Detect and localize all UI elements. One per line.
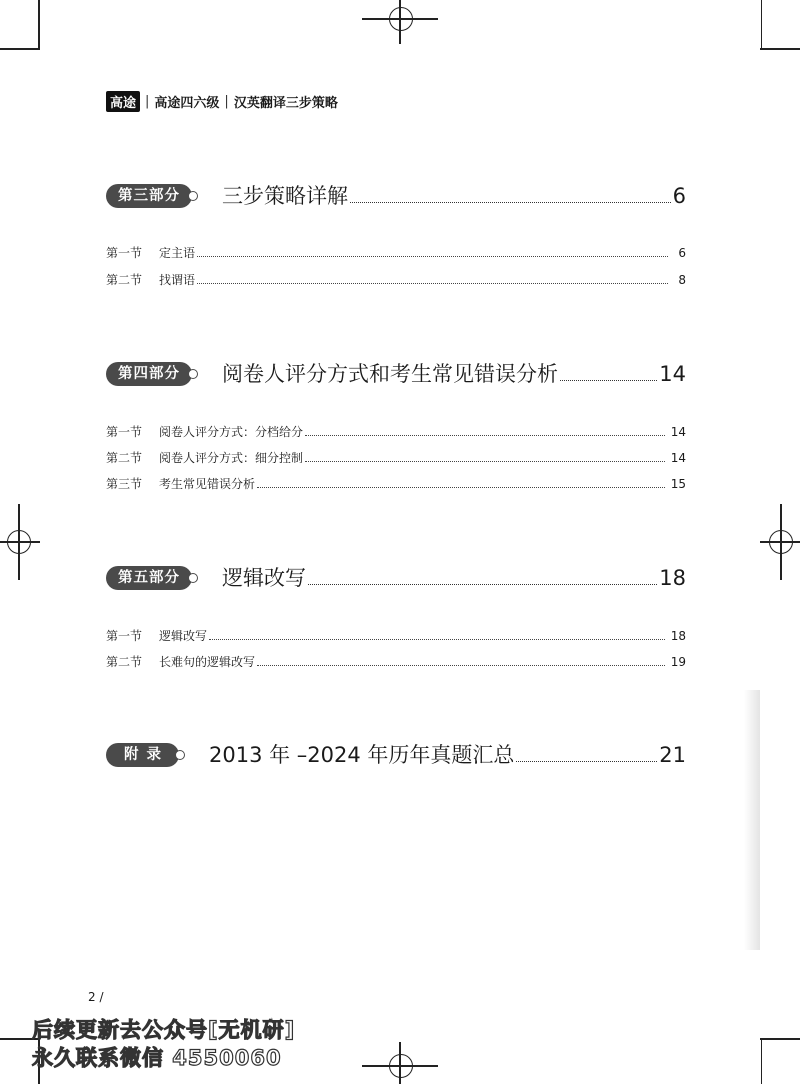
entry-number: 第一节 (106, 246, 143, 260)
section-label: 第五部分 (106, 566, 192, 590)
toc-entry[interactable] (106, 270, 686, 290)
dot-leader (197, 256, 668, 257)
section-page: 18 (659, 566, 686, 590)
crop-mark (760, 48, 800, 50)
entry-title: 逻辑改写 (159, 629, 208, 643)
dot-leader (257, 487, 665, 488)
series-name: 高途四六级 (154, 96, 220, 111)
toc-entry[interactable] (106, 448, 686, 468)
section-label: 第四部分 (106, 362, 192, 386)
watermark-line-1: 后续更新去公众号[无机研] (32, 1018, 296, 1042)
running-header (106, 91, 338, 112)
toc-appendix[interactable] (106, 741, 686, 769)
entry-title: 阅卷人评分方式：分档给分 (159, 425, 304, 439)
entry-title: 定主语 (159, 246, 196, 260)
header-divider: | (224, 94, 229, 109)
entry-page: 6 (678, 246, 686, 260)
crop-mark (0, 48, 40, 50)
brand-logo: 高途 (106, 91, 140, 112)
crop-mark (761, 0, 763, 48)
dot-leader (516, 761, 657, 762)
section-page: 21 (659, 743, 686, 767)
section-label: 附录 (106, 743, 179, 767)
dot-leader (560, 380, 657, 381)
crop-mark (38, 0, 40, 48)
entry-page: 14 (670, 451, 686, 465)
section-title: 阅卷人评分方式和考生常见错误分析 (222, 362, 558, 386)
crop-mark (760, 1038, 800, 1040)
dot-leader (197, 283, 668, 284)
dot-leader (308, 584, 657, 585)
entry-title: 考生常见错误分析 (159, 477, 256, 491)
header-divider: | (145, 94, 150, 109)
section-title: 2013 年 –2024 年历年真题汇总 (209, 743, 515, 767)
entry-page: 15 (670, 477, 686, 491)
section-page: 6 (672, 184, 686, 208)
dot-leader (350, 202, 671, 203)
crop-mark (761, 1038, 763, 1084)
watermark-line-2: 永久联系微信 4550060 (32, 1046, 282, 1070)
entry-number: 第二节 (106, 655, 143, 669)
entry-number: 第一节 (106, 425, 143, 439)
entry-number: 第一节 (106, 629, 143, 643)
dot-leader (305, 435, 665, 436)
dot-leader (209, 639, 665, 640)
dot-leader (305, 461, 665, 462)
toc-section-4[interactable] (106, 360, 686, 388)
toc-section-3[interactable] (106, 182, 686, 210)
entry-page: 14 (670, 425, 686, 439)
book-title: 汉英翻译三步策略 (233, 96, 338, 111)
entry-title: 阅卷人评分方式：细分控制 (159, 451, 304, 465)
entry-title: 找谓语 (159, 273, 196, 287)
toc-entry[interactable] (106, 243, 686, 263)
entry-number: 第二节 (106, 451, 143, 465)
entry-page: 8 (678, 273, 686, 287)
toc-entry[interactable] (106, 626, 686, 646)
section-label: 第三部分 (106, 184, 192, 208)
entry-page: 19 (670, 655, 686, 669)
section-title: 逻辑改写 (222, 566, 306, 590)
toc-section-5[interactable] (106, 564, 686, 592)
section-title: 三步策略详解 (222, 184, 348, 208)
page-number: 2 / (88, 990, 104, 1004)
toc-entry[interactable] (106, 652, 686, 672)
entry-title: 长难句的逻辑改写 (159, 655, 256, 669)
page-edge-shadow (744, 690, 760, 950)
entry-number: 第三节 (106, 477, 143, 491)
entry-number: 第二节 (106, 273, 143, 287)
entry-page: 18 (670, 629, 686, 643)
toc-entry[interactable] (106, 422, 686, 442)
toc-entry[interactable] (106, 474, 686, 494)
section-page: 14 (659, 362, 686, 386)
dot-leader (257, 665, 665, 666)
